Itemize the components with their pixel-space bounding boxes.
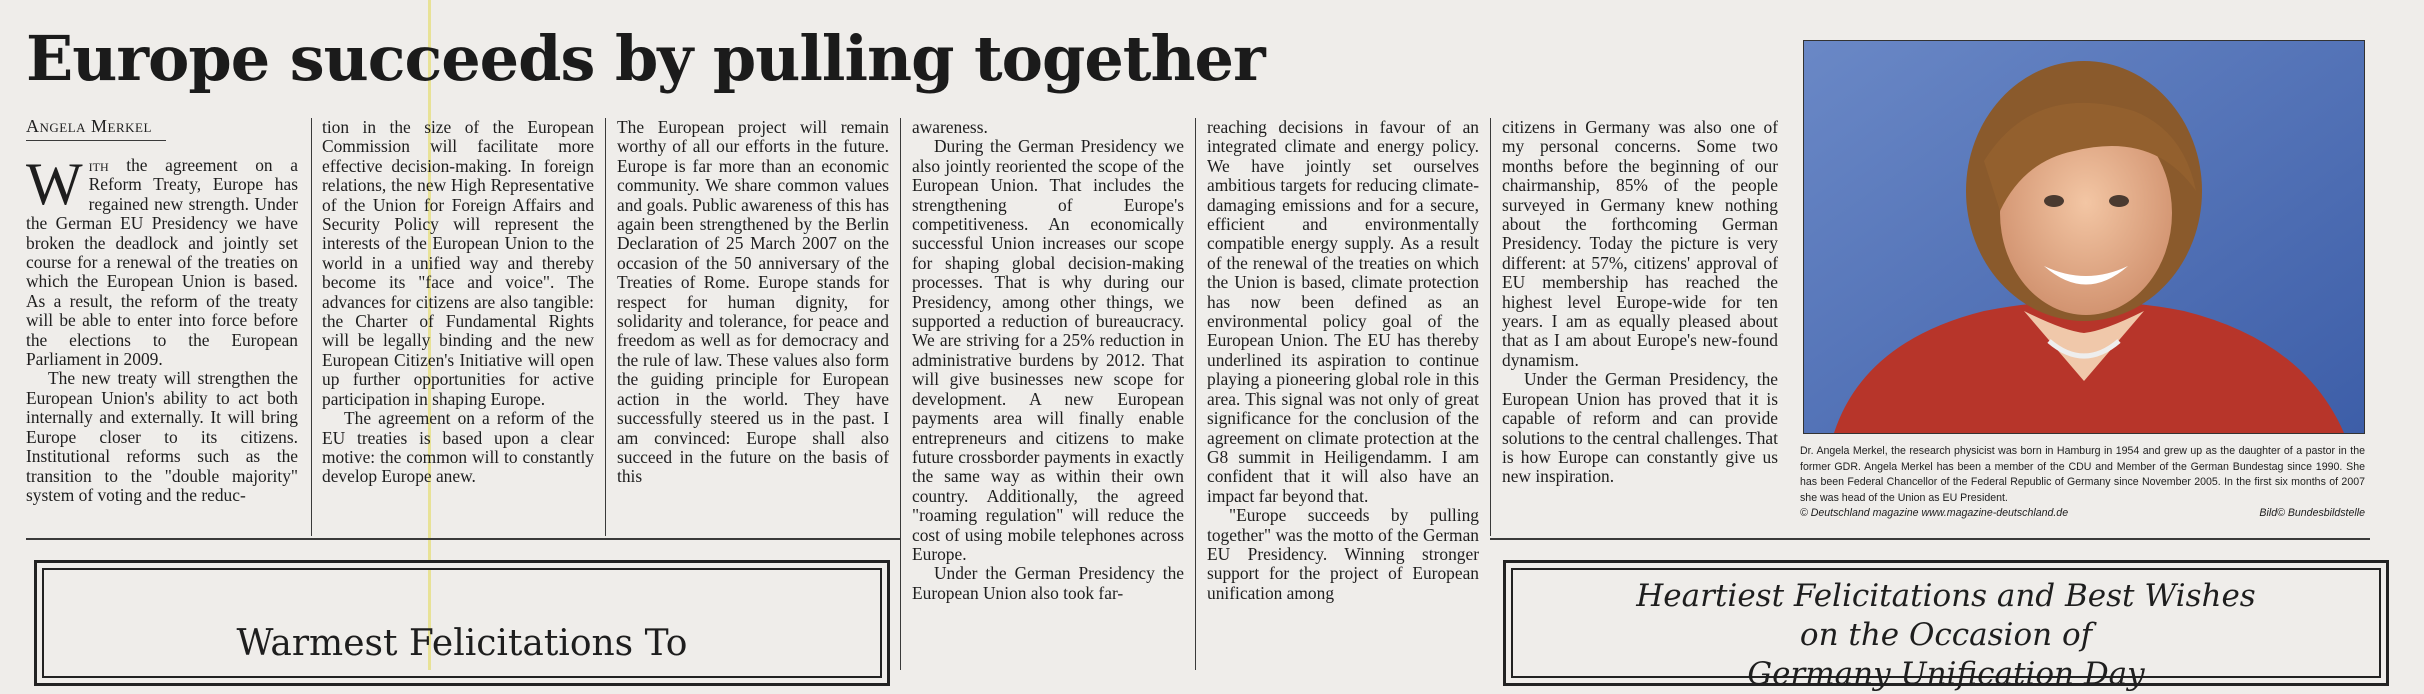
paragraph: During the German Presidency we also jointly reoriented the scope of the European Union. That includes the strengthening of Europe's competitiveness. An economically successful Union increases our scope for shaping global decision-making processes. That is why during our Presidency, among other things, we supported a reduction of bureaucracy. We are striving for a 25% reduction in administrative burdens by 2012. That will give businesses new scope for development. A new European payments area will finally enable entrepreneurs and citizens to make future crossborder payments in exactly the same way as within their own country. Additionally, the agreed "roaming regulation" will reduce the cost of using mobile telephones across Europe. xyxy=(912,136,1184,564)
ad-line: Germany Unification Day xyxy=(1747,656,2145,692)
article-column-4 xyxy=(912,118,1184,670)
paragraph: citizens in Germany was also one of my personal concerns. Some two months before the beginning of our chairmanship, 85% of the people surveyed in Germany knew nothing about the forthcoming German Presidency. Today the picture is very different: at 57%, citizens' approval of EU membership has reached the highest level Europe-wide for ten years. I am as equally pleased about that as I am about Europe's new-found dynamism. xyxy=(1502,118,1778,370)
article-column-3 xyxy=(617,118,889,536)
column-divider xyxy=(605,118,606,536)
article-bottom-rule xyxy=(26,538,900,540)
ad-title xyxy=(1506,577,2386,694)
paragraph: tion in the size of the European Commission will facilitate more effective decision-making. In foreign relations, the new High Representative of the Union for Foreign Affairs and Security Policy will represent the interests of the European Union to the world in a unified way and thereby become its "face and voice". The advances for citizens are also tangible: the Charter of Fundamental Rights will be legally binding and the new European Citizen's Initiative will open up further opportunities for active participation in shaping Europe. xyxy=(322,118,594,409)
portrait-illustration xyxy=(1804,41,2364,433)
caption-text: Dr. Angela Merkel, the research physicist was born in Hamburg in 1954 and grew up as the daughter of a pastor in the former GDR. Angela Merkel has been a member of the CDU and Member of the German Bundestag since 1990. She has been Federal Chancellor of the Federal Republic of Germany since November 2005. In the first six months of 2007 she was head of the Union as EU President. xyxy=(1800,445,2365,504)
column-divider xyxy=(900,118,901,670)
article-column-1 xyxy=(26,156,298,536)
photo-caption xyxy=(1800,444,2365,522)
source-credit: © Deutschland magazine www.magazine-deutschland.de xyxy=(1800,507,2069,520)
paragraph xyxy=(26,156,298,369)
article-column-5 xyxy=(1207,118,1479,670)
headline: Europe succeeds by pulling together xyxy=(26,22,1265,95)
paragraph: The European project will remain worthy of all our efforts in the future. Europe is far more than an economic community. We share common values and goals. Public awareness of this has again been strengthened by the Berlin Declaration of 25 March 2007 on the occasion of the 50 anniversary of the Treaties of Rome. Europe stands for respect for human dignity, for solidarity and tolerance, for peace and freedom as well as for democracy and the rule of law. These values also form the guiding principle for European action in the world. They have successfully steered us in the past. I am convinced: Europe shall also succeed in the future on the basis of this xyxy=(617,118,889,487)
paragraph: Under the German Presidency, the European Union has proved that it is capable of reform and can provide solutions to the central challenges. That is how Europe can constantly give us new inspiration. xyxy=(1502,369,1778,487)
column-divider xyxy=(1195,118,1196,670)
paragraph: The new treaty will strengthen the European Union's ability to act both internally and externally. It will bring Europe closer to its citizens. Institutional reforms such as the transition to the "double majority" system of voting and the reduc- xyxy=(26,368,298,505)
byline: Angela Merkel xyxy=(26,116,152,136)
paragraph: awareness. xyxy=(912,118,988,137)
ad-line: on the Occasion of xyxy=(1799,617,2093,653)
portrait-photo xyxy=(1803,40,2365,434)
advertisement-right xyxy=(1503,560,2389,692)
article-column-2 xyxy=(322,118,594,536)
paragraph: "Europe succeeds by pulling together" was the motto of the German EU Presidency. Winning stronger support for the project of European unification among xyxy=(1207,505,1479,603)
byline-underline xyxy=(26,140,166,141)
photo-credit: Bild© Bundesbildstelle xyxy=(2259,507,2365,520)
column-divider xyxy=(311,118,312,536)
article-column-6 xyxy=(1502,118,1778,536)
caption-credits xyxy=(1800,506,2365,522)
ad-line: Heartiest Felicitations and Best Wishes xyxy=(1636,578,2256,614)
article-bottom-rule xyxy=(1490,538,2370,540)
ad-title: Warmest Felicitations To xyxy=(236,623,688,664)
drop-cap: W xyxy=(26,156,83,217)
paragraph: Under the German Presidency the European Union also took far- xyxy=(912,563,1184,603)
paragraph: The agreement on a reform of the EU treaties is based upon a clear motive: the common will to constantly develop Europe anew. xyxy=(322,408,594,487)
paragraph: reaching decisions in favour of an integrated climate and energy policy. We have jointly set ourselves ambitious targets for reducing climate-damaging emissions and for a secure, efficient and environmentally compatible energy supply. As a result of the renewal of the treaties on which the Union is based, climate protection has now been defined as an environmental policy goal of the European Union. The EU has thereby underlined its aspiration to continue playing a pioneering global role in this area. This signal was not only of great significance for the conclusion of the agreement on climate protection at the G8 summit in Heiligendamm. I am confident that it will also have an impact far beyond that. xyxy=(1207,118,1479,506)
column-divider xyxy=(1490,118,1491,536)
paragraph-text: the agreement on a Reform Treaty, Europe has regained new strength. Under the German EU Presidency we have broken the deadlock and jointly set course for a renewal of the treaties on which the European Union is based. As a result, the reform of the treaty will be able to enter into force before the elections to the European Parliament in 2009. xyxy=(26,156,298,370)
drop-cap-continuation: ith xyxy=(88,156,109,175)
advertisement-left xyxy=(34,560,890,686)
